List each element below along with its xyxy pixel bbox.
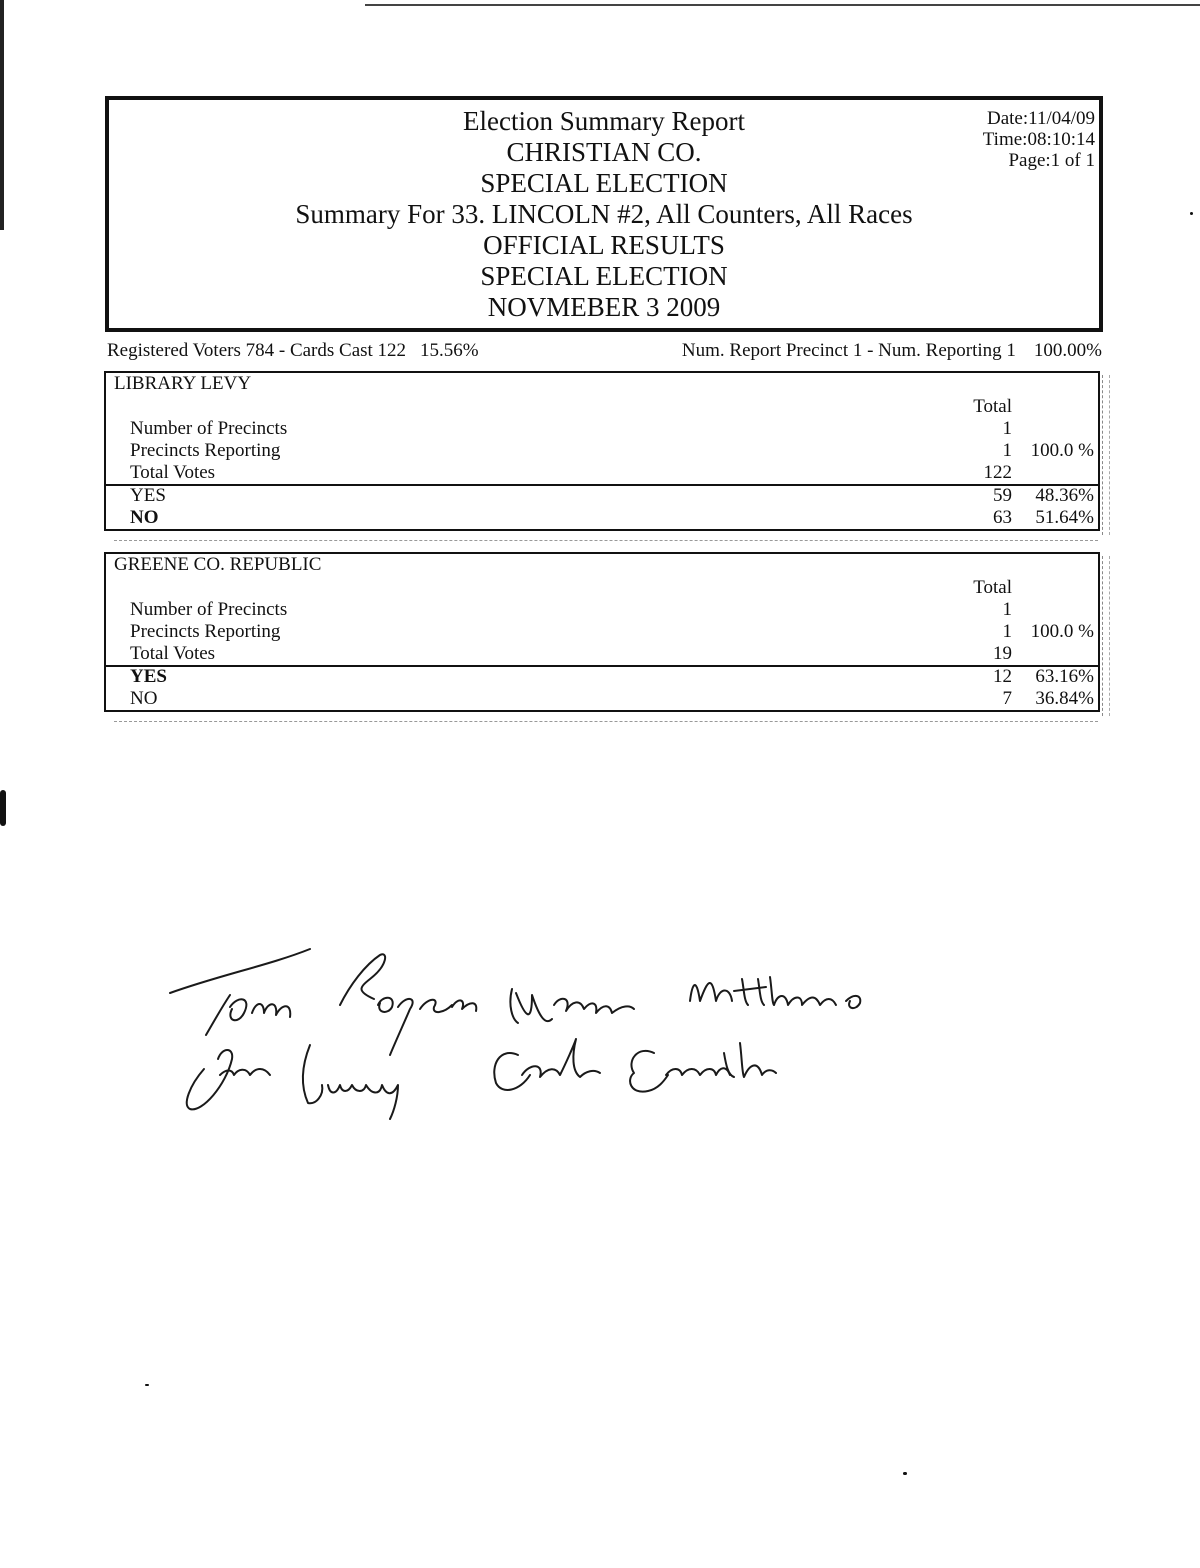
row-label: Number of Precincts bbox=[130, 599, 288, 620]
row-label: Precincts Reporting bbox=[130, 440, 281, 461]
reporting-right bbox=[682, 340, 1102, 362]
choice-votes: 59 bbox=[993, 485, 1012, 506]
race-title: LIBRARY LEVY bbox=[114, 373, 252, 394]
reporting-percent: 100.00% bbox=[1033, 340, 1102, 361]
report-meta bbox=[983, 108, 1095, 171]
signature-carla-esseth bbox=[494, 1039, 776, 1092]
registered-voters-text: Registered Voters 784 - Cards Cast 122 bbox=[107, 340, 407, 361]
precincts-reporting-row bbox=[106, 621, 1098, 643]
choice-label: YES bbox=[130, 666, 167, 687]
precincts-reporting-row bbox=[106, 440, 1098, 462]
results-status: OFFICIAL RESULTS bbox=[483, 230, 725, 260]
total-votes-row bbox=[106, 462, 1098, 484]
race-greene-co-republic bbox=[104, 552, 1100, 712]
race-library-levy bbox=[104, 371, 1100, 531]
scan-left-edge bbox=[0, 0, 4, 230]
total-votes-row bbox=[106, 643, 1098, 665]
total-column-header: Total bbox=[973, 577, 1012, 598]
report-header-box bbox=[105, 96, 1103, 332]
choice-label: YES bbox=[130, 485, 166, 506]
total-header-row bbox=[106, 577, 1098, 599]
turnout-left bbox=[107, 340, 479, 362]
scan-mark-left bbox=[0, 790, 6, 826]
choice-row-yes bbox=[106, 666, 1098, 688]
choice-label: NO bbox=[130, 688, 158, 709]
signature-tom-rogers bbox=[170, 949, 476, 1055]
election-date: NOVMEBER 3 2009 bbox=[487, 292, 721, 322]
row-value: 1 bbox=[1002, 440, 1012, 461]
signature-lisa-lussey bbox=[187, 1045, 398, 1119]
row-label: Number of Precincts bbox=[130, 418, 288, 439]
choice-percent: 51.64% bbox=[1035, 507, 1094, 528]
row-value: 1 bbox=[1002, 418, 1012, 439]
report-page: Page:1 of 1 bbox=[1008, 150, 1095, 171]
scan-edge-trace bbox=[1102, 556, 1110, 716]
choice-votes: 7 bbox=[1002, 688, 1012, 709]
choice-votes: 63 bbox=[993, 507, 1012, 528]
row-percent: 100.0 % bbox=[1030, 440, 1094, 461]
report-title: Election Summary Report bbox=[463, 106, 745, 136]
report-date: Date:11/04/09 bbox=[987, 108, 1095, 129]
row-percent: 100.0 % bbox=[1030, 621, 1094, 642]
election-name-repeat: SPECIAL ELECTION bbox=[480, 261, 728, 291]
number-of-precincts-row bbox=[106, 599, 1098, 621]
row-label: Precincts Reporting bbox=[130, 621, 281, 642]
choice-percent: 63.16% bbox=[1035, 666, 1094, 687]
row-label: Total Votes bbox=[130, 462, 216, 483]
total-header-row bbox=[106, 396, 1098, 418]
signatures-block bbox=[160, 935, 900, 1125]
choice-label: NO bbox=[130, 507, 159, 528]
summary-scope: Summary For 33. LINCOLN #2, All Counters, All Races bbox=[295, 199, 913, 229]
row-value: 122 bbox=[983, 462, 1012, 483]
row-label: Total Votes bbox=[130, 643, 216, 664]
table-bottom-rule bbox=[106, 529, 1098, 531]
row-value: 1 bbox=[1002, 599, 1012, 620]
turnout-percent: 15.56% bbox=[420, 340, 479, 361]
total-column-header: Total bbox=[973, 396, 1012, 417]
choice-row-yes bbox=[106, 485, 1098, 507]
scan-edge-trace bbox=[1102, 375, 1110, 535]
scan-speck bbox=[903, 1472, 907, 1475]
choice-row-no bbox=[106, 688, 1098, 710]
row-value: 1 bbox=[1002, 621, 1012, 642]
precincts-reporting-text: Num. Report Precinct 1 - Num. Reporting 1 bbox=[681, 340, 1016, 361]
choice-percent: 36.84% bbox=[1035, 688, 1094, 709]
scan-speck bbox=[1190, 212, 1193, 215]
table-bottom-rule bbox=[106, 710, 1098, 712]
number-of-precincts-row bbox=[106, 418, 1098, 440]
row-value: 19 bbox=[993, 643, 1012, 664]
choice-votes: 12 bbox=[993, 666, 1012, 687]
scan-speck bbox=[145, 1384, 149, 1386]
signature-marian-matthews bbox=[510, 977, 860, 1023]
choice-row-no bbox=[106, 507, 1098, 529]
choice-percent: 48.36% bbox=[1035, 485, 1094, 506]
scan-edge-line bbox=[365, 4, 1200, 6]
race-title: GREENE CO. REPUBLIC bbox=[114, 554, 322, 575]
report-header-lines bbox=[109, 106, 1099, 323]
scan-bottom-trace bbox=[114, 540, 1098, 541]
scan-bottom-trace bbox=[114, 721, 1098, 722]
report-time: Time:08:10:14 bbox=[982, 129, 1095, 150]
county-name: CHRISTIAN CO. bbox=[506, 137, 702, 167]
turnout-summary bbox=[107, 340, 1102, 364]
election-name: SPECIAL ELECTION bbox=[480, 168, 728, 198]
